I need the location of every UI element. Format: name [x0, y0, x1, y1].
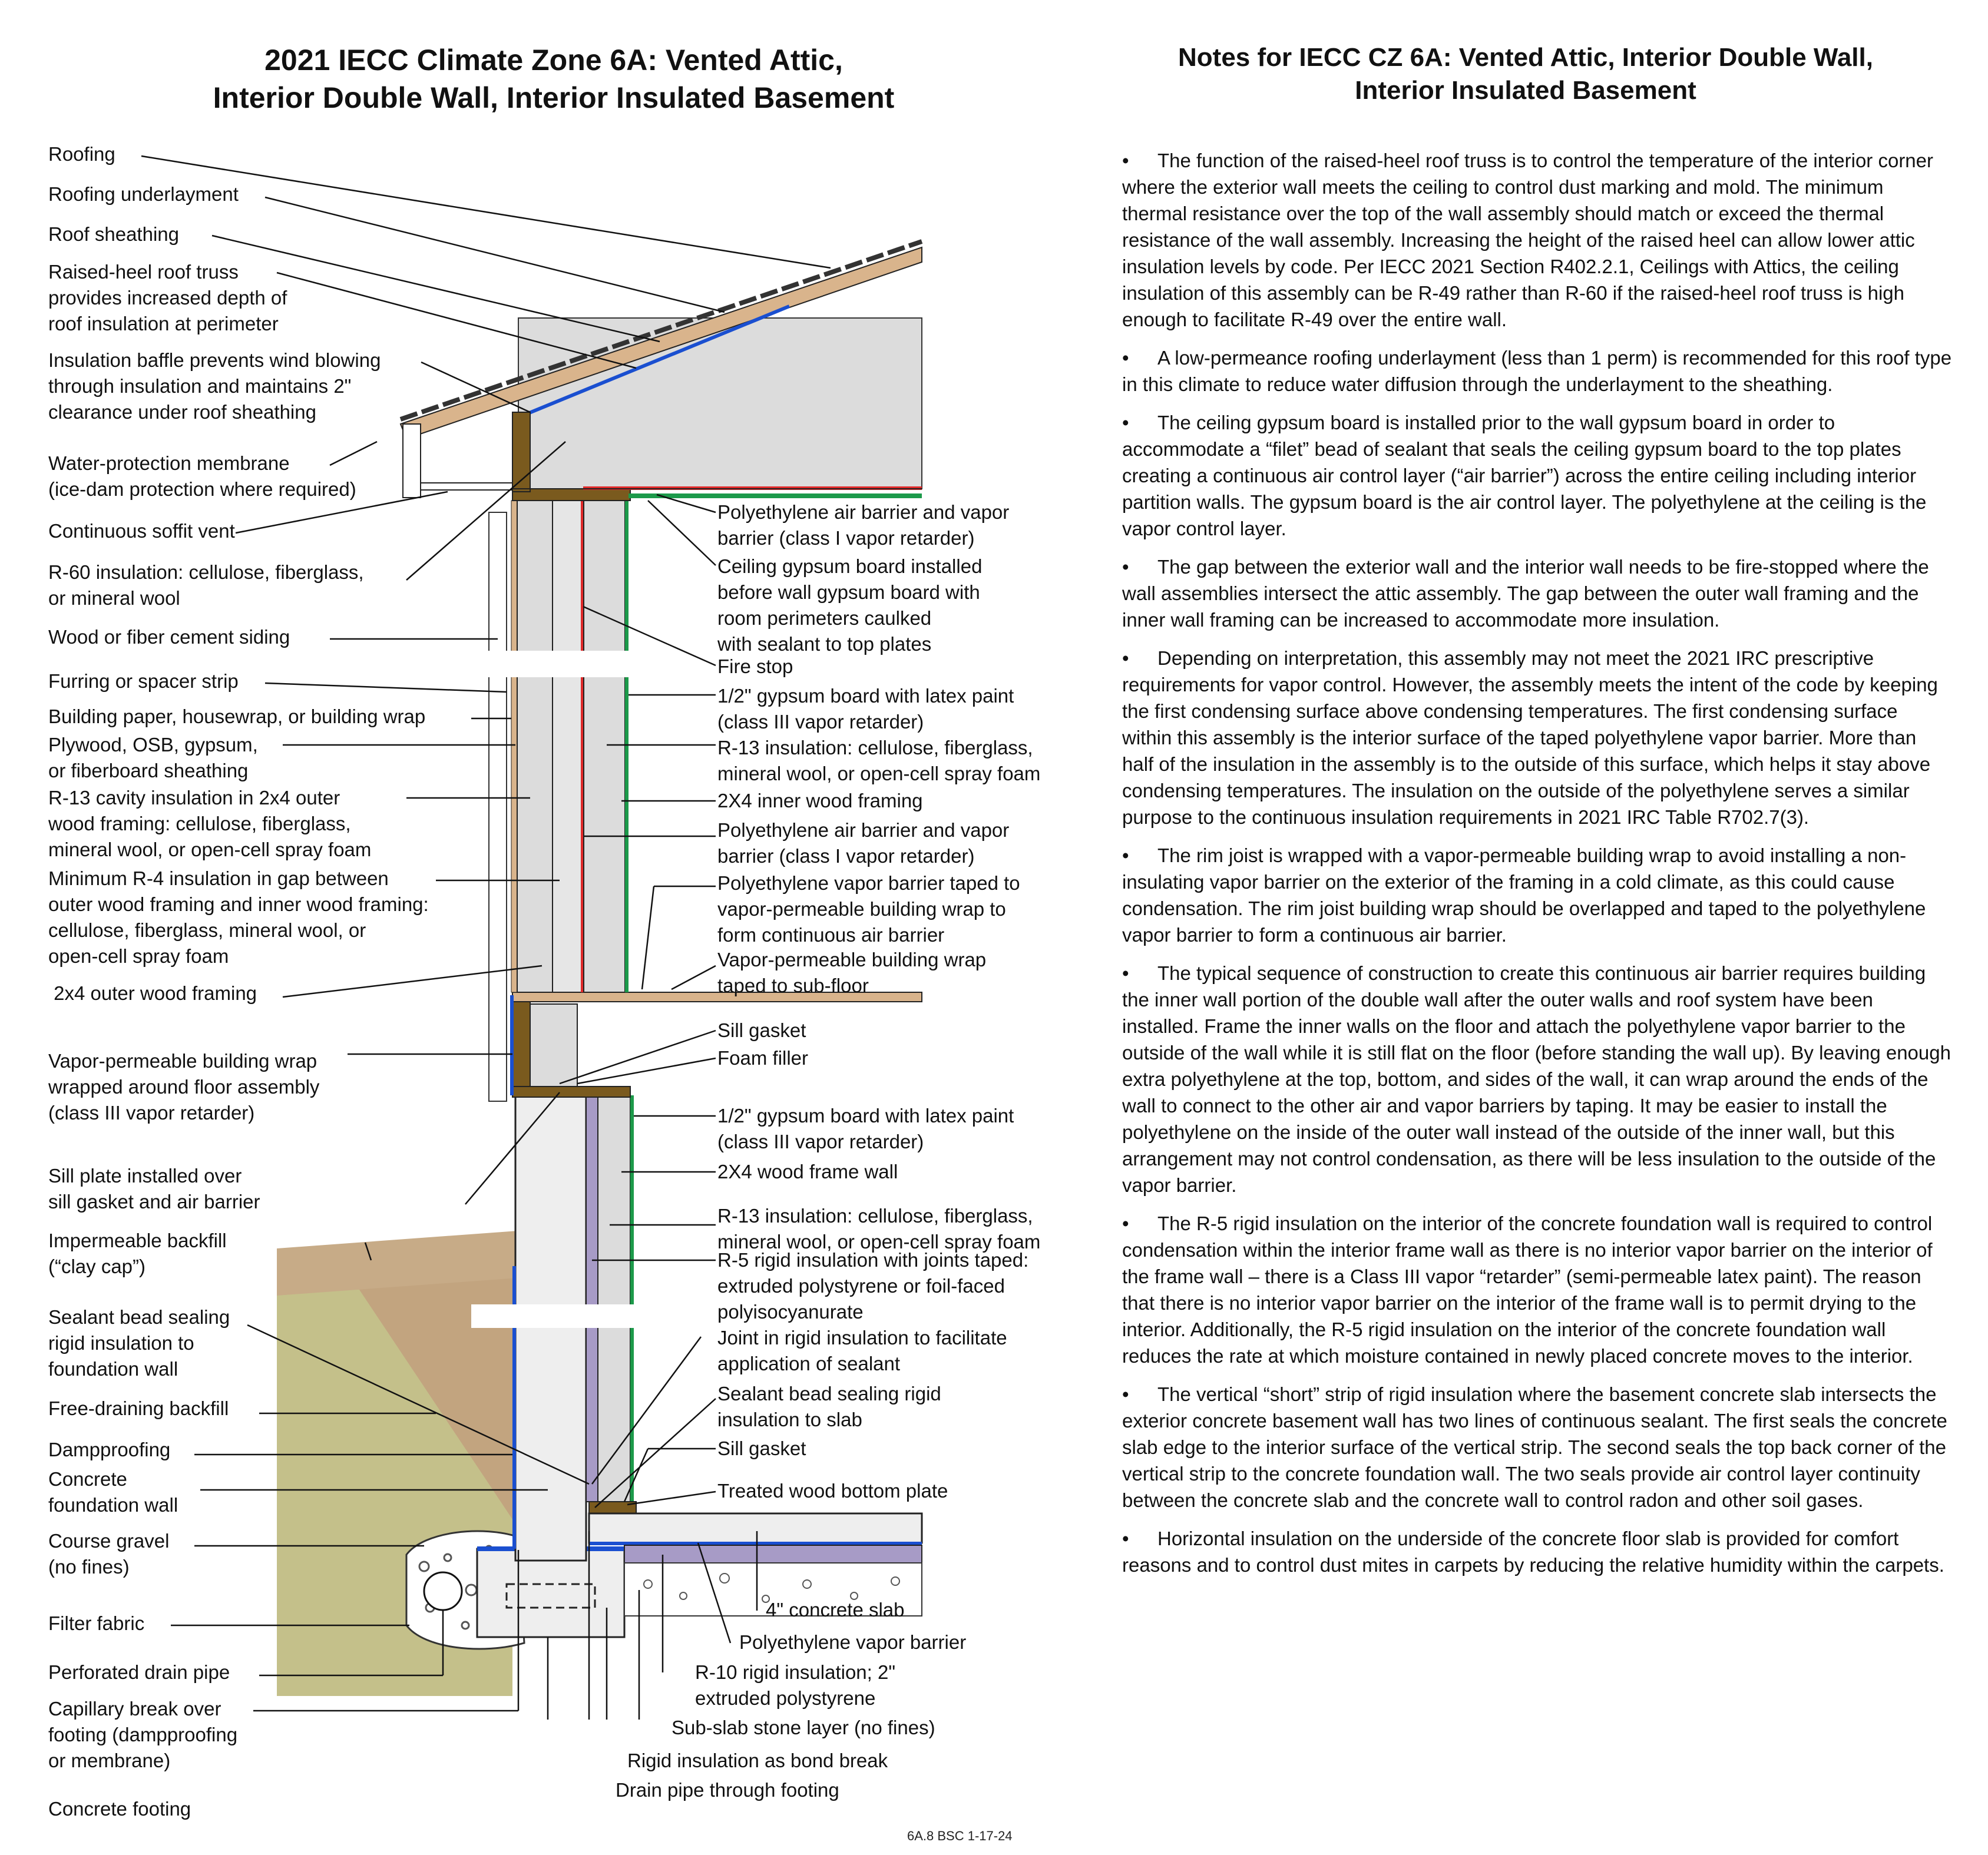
label-r13-cavity: R-13 cavity insulation in 2x4 outer wood framing: cellulose, fiberglass, mineral wool, or open-cell spray foam [48, 787, 372, 860]
label-sheathing: Plywood, OSB, gypsum, or fiberboard sheathing [48, 734, 258, 781]
label-foam-filler: Foam filler [717, 1047, 809, 1069]
label-sill-gasket-upper: Sill gasket [717, 1019, 806, 1041]
label-r5-rigid: R-5 rigid insulation with joints taped: extruded polystyrene or foil-faced polyisocyanurate [717, 1249, 1029, 1323]
soffit-vent [421, 483, 512, 490]
label-poly-air-barrier-wall: Polyethylene air barrier and vapor barrier (class I vapor retarder) [717, 819, 1010, 867]
label-roof-sheathing: Roof sheathing [48, 223, 179, 245]
rim-joist [512, 1002, 530, 1090]
label-concrete-slab: 4" concrete slab [766, 1599, 905, 1621]
label-r13-upper: R-13 insulation: cellulose, fiberglass, mineral wool, or open-cell spray foam [717, 737, 1041, 784]
label-bond-break: Rigid insulation as bond break [627, 1750, 888, 1771]
label-poly-air-barrier-ceiling: Polyethylene air barrier and vapor barrier (class I vapor retarder) [717, 501, 1010, 549]
label-2x4-frame-wall: 2X4 wood frame wall [717, 1161, 898, 1182]
label-slab-poly: Polyethylene vapor barrier [739, 1631, 967, 1653]
label-outer-framing: 2x4 outer wood framing [48, 982, 257, 1004]
label-drain-pipe: Perforated drain pipe [48, 1661, 230, 1683]
leader-r-bottom-plate [627, 1492, 716, 1505]
concrete-slab [589, 1513, 922, 1543]
r5-rigid-insulation [586, 1095, 598, 1502]
leader-r-sill-gasket [560, 1031, 716, 1084]
outer-framing-insulation [517, 501, 553, 992]
label-fire-stop: Fire stop [717, 655, 793, 677]
interior-gypsum [630, 1095, 634, 1502]
label-drain-through-footing: Drain pipe through footing [616, 1779, 839, 1801]
note-item: • A low-permeance roofing underlayment (less than 1 perm) is recommended for this roof type in this climate to reduce water diffusion through the underlayment to the sheathing. [1122, 347, 1952, 395]
label-min-r4-gap: Minimum R-4 insulation in gap between outer wood framing and inner wood framing: cellulose, fiberglass, mineral wool, or open-cell spray foam [48, 867, 429, 967]
label-sill-gasket-lower: Sill gasket [717, 1437, 806, 1459]
label-impermeable-backfill: Impermeable backfill (“clay cap”) [48, 1230, 227, 1277]
wall-break-band-upper [471, 651, 660, 677]
label-wrap-subfloor: Vapor-permeable building wrap taped to sub-floor [717, 949, 987, 996]
siding [489, 512, 507, 1101]
diagram-title-line-1: 2021 IECC Climate Zone 6A: Vented Attic, [264, 44, 843, 77]
label-sealant-slab: Sealant bead sealing rigid insulation to slab [717, 1383, 941, 1430]
notes-title-line-1: Notes for IECC CZ 6A: Vented Attic, Interior Double Wall, [1178, 43, 1873, 72]
label-gypsum-lower: 1/2" gypsum board with latex paint (class III vapor retarder) [717, 1105, 1014, 1152]
inner-gypsum [625, 501, 629, 992]
notes-title-line-2: Interior Insulated Basement [1355, 76, 1696, 105]
label-soffit-vent: Continuous soffit vent [48, 520, 235, 542]
outer-sheathing [511, 501, 517, 992]
notes-title [1119, 41, 1932, 107]
label-roofing: Roofing [48, 143, 115, 165]
label-insulation-baffle: Insulation baffle prevents wind blowing through insulation and maintains 2" clearance under roof sheathing [48, 349, 381, 423]
leader-underlayment [265, 197, 725, 312]
floor-assembly [510, 992, 922, 1097]
label-capillary-break: Capillary break over footing (dampproofing or membrane) [48, 1698, 238, 1771]
label-r10-rigid: R-10 rigid insulation; 2" extruded polystyrene [695, 1661, 896, 1709]
note-item: • The R-5 rigid insulation on the interior of the concrete foundation wall is required to control condensation within the interior frame wall as there is no interior vapor barrier on the interior of the frame wall – there is a Class III vapor “retarder” (semi-permeable latex paint). The reason that there is no interior vapor barrier on the interior of the frame wall is to permit drying to the interior. Additionally, the R-5 rigid insulation on the interior of the concrete foundation wall reduces the rate at which moisture contained in newly placed concrete moves to the interior. [1122, 1213, 1933, 1367]
leader-r-taped-down [642, 886, 654, 989]
note-item: • Horizontal insulation on the underside of the concrete floor slab is provided for comfort reasons and to control dust mites in carpets by reducing the relative humidity within the carpets. [1122, 1528, 1944, 1576]
label-course-gravel: Course gravel (no fines) [48, 1530, 170, 1578]
label-r13-lower: R-13 insulation: cellulose, fiberglass, mineral wool, or open-cell spray foam [717, 1205, 1041, 1253]
note-item: • The rim joist is wrapped with a vapor-permeable building wrap to avoid installing a non-insulating vapor barrier on the exterior of the framing in a cold climate, as this could cause condensation. The rim joist building wrap should be overlapped and taped to the polyethylene vapor barrier to form a continuous air barrier. [1122, 844, 1926, 946]
floor-wrap [510, 995, 514, 1095]
note-item: • The function of the raised-heel roof truss is to control the temperature of the interior corner where the exterior wall meets the ceiling to control dust marking and mold. The minimum thermal resistance over the top of the wall assembly should match or exceed the thermal resistance of the wall assembly. Increasing the height of the raised heel can allow lower attic insulation levels by code. Per IECC 2021 Section R402.2.1, Ceilings with Attics, the ceiling insulation of this assembly can be R-49 rather than R-60 if the raised-heel roof truss is high enough to facilitate R-49 over the entire wall. [1122, 150, 1934, 330]
label-filter-fabric: Filter fabric [48, 1612, 145, 1634]
label-r60-insulation: R-60 insulation: cellulose, fiberglass, or mineral wool [48, 561, 364, 609]
label-roofing-underlayment: Roofing underlayment [48, 183, 239, 205]
leader-roofing [141, 156, 831, 268]
fascia [403, 424, 421, 498]
label-bottom-plate: Treated wood bottom plate [717, 1480, 948, 1502]
label-concrete-wall: Concrete foundation wall [48, 1468, 178, 1516]
attic-insulation [518, 318, 922, 489]
label-poly-taped: Polyethylene vapor barrier taped to vapor-permeable building wrap to form continuous air barrier [717, 872, 1020, 946]
label-sub-slab-stone: Sub-slab stone layer (no fines) [672, 1717, 935, 1738]
label-dampproofing: Dampproofing [48, 1439, 171, 1460]
label-free-draining: Free-draining backfill [48, 1397, 229, 1419]
label-floor-wrap: Vapor-permeable building wrap wrapped around floor assembly (class III vapor retarder) [48, 1050, 320, 1124]
label-sill-plate: Sill plate installed over sill gasket and air barrier [48, 1165, 260, 1213]
roof-attic [401, 241, 922, 501]
leader-r-ceiling-gyp [648, 501, 716, 565]
note-item: • The gap between the exterior wall and the interior wall needs to be fire-stopped where the wall assemblies intersect the attic assembly. The gap between the outer wall framing and the inner wall framing can be increased to accommodate more insulation. [1122, 556, 1929, 631]
note-item: • Depending on interpretation, this assembly may not meet the 2021 IRC prescriptive requirements for vapor control. However, the assembly meets the intent of the code by keeping the first condensing surface above condensing temperatures. The first condensing surface within this assembly is the interior surface of the taped polyethylene vapor barrier. More than half of the insulation in the assembly is to the outside of this surface, which helps it stay above condensing temperatures. The insulation on the outside of the polyethylene serves a similar purpose to the continuous insulation requirements in 2021 IRC Table R702.7(3). [1122, 647, 1938, 828]
gap-insulation [553, 501, 582, 992]
drawing-code: 6A.8 BSC 1-17-24 [907, 1828, 1013, 1843]
concrete-footing [477, 1549, 624, 1637]
label-gypsum-upper: 1/2" gypsum board with latex paint (class III vapor retarder) [717, 685, 1014, 733]
r10-rigid-insulation [624, 1545, 922, 1563]
floor-joist-insulation [530, 1004, 577, 1086]
label-concrete-footing: Concrete footing [48, 1798, 191, 1820]
label-2x4-inner: 2X4 inner wood framing [717, 790, 923, 811]
label-sealant-bead-foundation: Sealant bead sealing rigid insulation to foundation wall [48, 1306, 230, 1380]
perforated-drain-pipe [424, 1572, 462, 1610]
ceiling-gypsum [629, 493, 922, 498]
label-siding: Wood or fiber cement siding [48, 626, 290, 648]
wall-break-band [471, 1304, 707, 1328]
treated-bottom-plate [589, 1502, 636, 1513]
label-ceiling-gypsum: Ceiling gypsum board installed before wall gypsum board with room perimeters caulked with sealant to top plates [717, 555, 983, 655]
note-item: • The vertical “short” strip of rigid insulation where the basement concrete slab intersects the exterior concrete basement wall has two lines of continuous sealant. The first seals the concrete slab edge to the interior surface of the vertical strip. The second seals the top back corner of the vertical strip to the concrete foundation wall. The two seals provide air control layer continuity between the concrete slab and the concrete wall to control radon and other soil gases. [1122, 1383, 1947, 1511]
diagram-title-line-2: Interior Double Wall, Interior Insulated Basement [213, 81, 895, 114]
leader-furring [265, 683, 507, 692]
inner-framing-insulation [584, 501, 625, 992]
label-furring: Furring or spacer strip [48, 670, 239, 692]
interior-frame-wall [598, 1095, 630, 1502]
sill-plate [512, 1086, 630, 1097]
label-building-paper: Building paper, housewrap, or building wrap [48, 705, 426, 727]
leader-r-wrap-subfloor [672, 966, 716, 989]
label-water-protection-membrane: Water-protection membrane (ice-dam protection where required) [48, 452, 356, 500]
notes-list [1122, 147, 1953, 1590]
label-raised-heel-truss: Raised-heel roof truss provides increased depth of roof insulation at perimeter [48, 261, 287, 334]
note-item: • The ceiling gypsum board is installed prior to the wall gypsum board in order to accommodate a “filet” bead of sealant that seals the ceiling gypsum board to the top plates creating a continuous air control layer (“air barrier”) across the entire ceiling including interior partition walls. The gypsum board is the air control layer. The polyethylene at the ceiling is the vapor control layer. [1122, 412, 1927, 539]
label-joint-rigid: Joint in rigid insulation to facilitate application of sealant [717, 1327, 1007, 1374]
note-item: • The typical sequence of construction to create this continuous air barrier requires building the inner wall portion of the double wall after the outer walls and roof system have been installed. Frame the inner walls on the floor and attach the polyethylene vapor barrier to the outside of the wall while it is still flat on the floor (before standing the wall up). By leaving enough extra polyethylene at the top, bottom, and sides of the wall, it can wrap around the ends of the wall to connect to the other air and vapor barriers by taping. It may be easier to install the polyethylene on the inside of the outer wall instead of the outside of the inner wall, but this arrangement may not control condensation, as there will be less insulation to the outside of the vapor barrier. [1122, 962, 1951, 1196]
